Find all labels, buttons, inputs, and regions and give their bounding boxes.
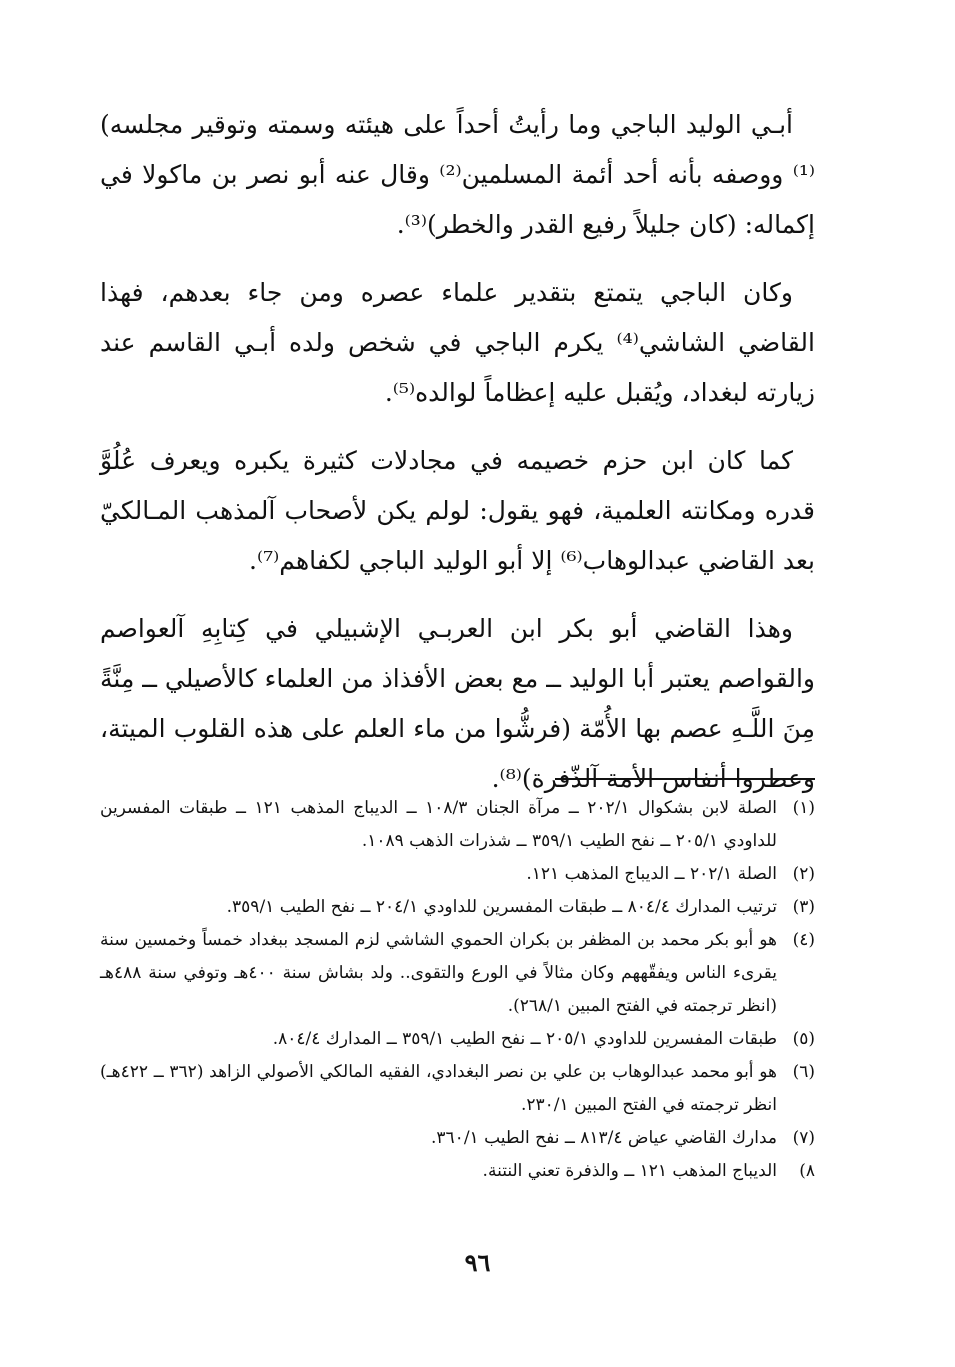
footnote-2	[100, 858, 815, 891]
footnotes	[100, 792, 815, 1188]
paragraph-3: كما كان ابن حزم خصيمه في مجادلات كثيرة يكبره ويعرف عُلُوَّ قدره ومكانته العلمية، فهو يقول: لولم يكن لأصحاب آلمذهب المـالكيّ بعد القاضي عبدالوهاب⁽⁶⁾ إلا أبو الوليد الباجي لكفاهم⁽⁷⁾.	[100, 446, 815, 575]
footnote-text: ترتيب المدارك ٨٠٤/٤ ــ طبقات المفسرين للداودي ٢٠٤/١ ــ نفح الطيب ٣٥٩/١.	[226, 897, 777, 917]
footnote-6	[100, 1056, 815, 1122]
footnote-8	[100, 1155, 815, 1188]
footnote-4	[100, 924, 815, 1023]
footnote-number: (٤)	[792, 930, 815, 950]
paragraph-4: وهذا القاضي أبو بكر ابن العربـي الإشبيلي في كِتابِهِ آلعواصم والقواصم يعتبر أبا الوليد ــ مع بعض الأفذاذ من العلماء كالأصيلي ــ مِنَّةً مِنَ اللَّـهِ عصم بها الأُمّة (فرشُّوا من ماء العلم على هذه القلوب الميتة، وعطروا أنفاس الأمة آلذّفرة)⁽⁸⁾.	[100, 614, 815, 793]
paragraph-2: وكان الباجي يتمتع بتقدير علماء عصره ومن جاء بعدهم، فهذا القاضي الشاشي⁽⁴⁾ يكرم الباجي في شخص ولده أبـي القاسم عند زيارته لبغداد، ويُقبل عليه إعظاماً لوالده⁽⁵⁾.	[100, 278, 815, 407]
footnote-3	[100, 891, 815, 924]
footnote-7	[100, 1122, 815, 1155]
footnote-text: الصلة لابن بشكوال ٢٠٢/١ ــ مرآة الجنان ١٠٨/٣ ــ الديباج المذهب ١٢١ ــ طبقات المفسرين للداودي ٢٠٥/١ ــ نفح الطيب ٣٥٩/١ ــ شذرات الذهب ١٠٨٩.	[100, 798, 777, 851]
paragraph-1: أبـي الوليد الباجي وما رأيتُ أحداً على هيئته وسمته وتوقير مجلسه)⁽¹⁾ ووصفه بأنه أحد أئمة المسلمين⁽²⁾ وقال عنه أبو نصر بن ماكولا في إكماله: (كان جليلاً رفيع القدر والخطر)⁽³⁾.	[100, 110, 816, 239]
footnote-number: (٦)	[792, 1062, 815, 1082]
footnote-text: الديباج المذهب ١٢١ ــ والذفرة تعني النتنة.	[482, 1161, 777, 1181]
body-text	[100, 100, 815, 804]
main-text	[100, 100, 815, 804]
footnote-separator	[555, 778, 815, 780]
footnote-number: ٨)	[799, 1161, 815, 1181]
footnote-number: (٣)	[792, 897, 815, 917]
page-number: ٩٦	[464, 1248, 491, 1277]
footnote-text: طبقات المفسرين للداودي ٢٠٥/١ ــ نفح الطيب ٣٥٩/١ ــ المدارك ٨٠٤/٤.	[272, 1029, 777, 1049]
footnote-number: (٥)	[792, 1029, 815, 1049]
footnote-number: (٧)	[792, 1128, 815, 1148]
footnote-text: مدارك القاضي عياض ٨١٣/٤ ــ نفح الطيب ٣٦٠/١.	[431, 1128, 777, 1148]
footnote-text: هو أبو بكر محمد بن المظفر بن بكران الحموي الشاشي لزم المسجد ببغداد خمساً وخمسين سنة يقرىء الناس ويفقّههم وكان مثالاً في الورع والتقوى.. ولد بشاش سنة ٤٠٠هـ وتوفي سنة ٤٨٨هـ (انظر ترجمته في الفتح المبين ٢٦٨/١).	[100, 930, 777, 1016]
footnote-text: هو أبو محمد عبدالوهاب بن علي بن نصر البغدادي، الفقيه المالكي الأصولي الزاهد (٣٦٢ ــ ٤٢٢هـ) انظر ترجمته في الفتح المبين ٢٣٠/١.	[100, 1062, 777, 1115]
footnote-number: (٢)	[792, 864, 815, 884]
footnote-text: الصلة ٢٠٢/١ ــ الديباج المذهب ١٢١.	[526, 864, 777, 884]
footnote-5	[100, 1023, 815, 1056]
footnote-number: (١)	[792, 798, 815, 818]
footnote-1	[100, 792, 815, 858]
